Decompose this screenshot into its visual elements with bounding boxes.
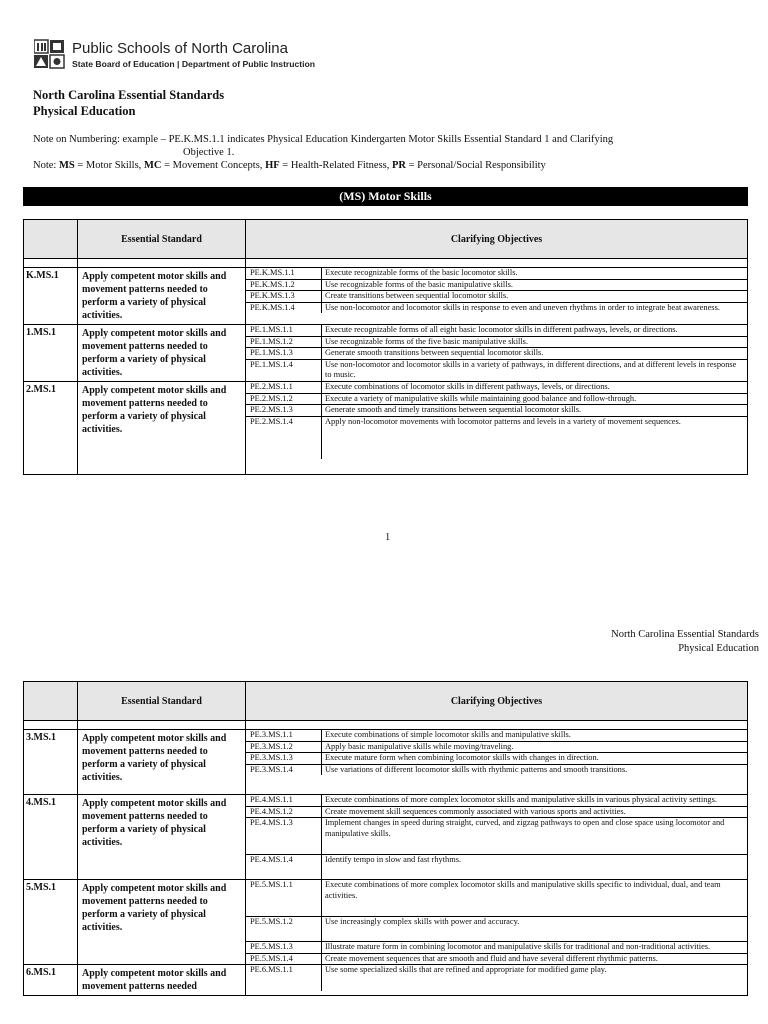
objective-code: PE.K.MS.1.2 xyxy=(246,279,322,291)
abbr-hf: HF xyxy=(265,160,280,171)
objective-row xyxy=(246,291,747,303)
standard-code: 5.MS.1 xyxy=(24,880,78,965)
nc-dpi-logo-icon xyxy=(34,38,66,70)
doc-title-line-2: Physical Education xyxy=(33,104,136,118)
org-name: Public Schools of North Carolina xyxy=(72,40,288,57)
essential-standard-text: Apply competent motor skills and movement patterns needed to perform a variety of physical activities. xyxy=(78,880,246,965)
objective-text: Generate smooth transitions between sequential locomotor skills. xyxy=(322,348,748,360)
objective-code: PE.5.MS.1.2 xyxy=(246,917,322,942)
objective-row xyxy=(246,764,747,775)
objective-text: Execute combinations of locomotor skills in different pathways, levels, or directions. xyxy=(322,382,748,393)
document-title xyxy=(33,87,224,119)
objective-code: PE.3.MS.1.3 xyxy=(246,753,322,765)
running-head xyxy=(611,628,759,656)
objective-code: PE.K.MS.1.4 xyxy=(246,302,322,313)
objective-row xyxy=(246,325,747,336)
standard-code: K.MS.1 xyxy=(24,268,78,325)
objective-code: PE.3.MS.1.1 xyxy=(246,730,322,741)
header-clarifying-objectives: Clarifying Objectives xyxy=(246,682,748,721)
objectives-cell xyxy=(246,382,748,475)
objectives-cell xyxy=(246,965,748,996)
objective-row xyxy=(246,405,747,417)
objective-text: Execute mature form when combining locomotor skills with changes in direction. xyxy=(322,753,748,765)
org-subtitle: State Board of Education | Department of Public Instruction xyxy=(72,59,316,69)
objective-row xyxy=(246,953,747,964)
header-essential-standard: Essential Standard xyxy=(78,682,246,721)
essential-standard-text: Apply competent motor skills and movement patterns needed to perform a variety of physical activities. xyxy=(78,730,246,795)
objective-code: PE.1.MS.1.1 xyxy=(246,325,322,336)
objective-row xyxy=(246,279,747,291)
table-row xyxy=(24,795,748,880)
objective-code: PE.1.MS.1.4 xyxy=(246,359,322,381)
objective-text: Create transitions between sequential locomotor skills. xyxy=(322,291,748,303)
objective-text: Apply non-locomotor movements with locomotor patterns and levels in a variety of movement sequences. xyxy=(325,416,681,426)
header-code-cell xyxy=(24,220,78,259)
objective-text: Use recognizable forms of the basic manipulative skills. xyxy=(322,279,748,291)
objectives-cell xyxy=(246,880,748,965)
objective-text: Execute combinations of more complex locomotor skills and manipulative skills in various physical activity settings. xyxy=(322,795,748,806)
table-row xyxy=(24,268,748,325)
objective-code: PE.2.MS.1.3 xyxy=(246,405,322,417)
objective-text: Identify tempo in slow and fast rhythms. xyxy=(325,855,462,864)
note-numbering-line-1: Note on Numbering: example – PE.K.MS.1.1 indicates Physical Education Kindergarten Motor Skills Essential Standard 1 and Clarifying xyxy=(33,134,614,145)
objective-code: PE.5.MS.1.3 xyxy=(246,942,322,954)
objective-row xyxy=(246,382,747,393)
standard-code: 1.MS.1 xyxy=(24,325,78,382)
note-numbering-line-2: Objective 1. xyxy=(183,147,235,158)
essential-standard-text: Apply competent motor skills and movement patterns needed to perform a variety of physical activities. xyxy=(78,382,246,475)
objective-row xyxy=(246,336,747,348)
objective-row xyxy=(246,268,747,279)
table-row xyxy=(24,965,748,996)
objective-text: Implement changes in speed during straight, curved, and zigzag pathways to open and close space using locomotor and manipulative skills. xyxy=(322,818,748,855)
objective-row xyxy=(246,795,747,806)
table-header-row xyxy=(24,682,748,721)
objective-text: Create movement sequences that are smooth and fluid and have several different rhythmic patterns. xyxy=(325,953,658,963)
note-abbreviations xyxy=(33,160,546,171)
standards-table-page-2 xyxy=(23,681,748,996)
objective-row xyxy=(246,942,747,954)
objective-text: Use recognizable forms of the five basic manipulative skills. xyxy=(322,336,748,348)
spacer-row xyxy=(24,259,748,268)
table-header-row xyxy=(24,220,748,259)
objective-code: PE.K.MS.1.3 xyxy=(246,291,322,303)
objective-code: PE.3.MS.1.4 xyxy=(246,764,322,775)
objective-code: PE.5.MS.1.1 xyxy=(246,880,322,917)
header-clarifying-objectives: Clarifying Objectives xyxy=(246,220,748,259)
objectives-cell xyxy=(246,325,748,382)
objective-code: PE.4.MS.1.2 xyxy=(246,806,322,818)
spacer-row xyxy=(24,721,748,730)
dpi-logo xyxy=(34,38,324,72)
objective-row xyxy=(246,348,747,360)
objective-code: PE.4.MS.1.3 xyxy=(246,818,322,855)
abbr-ms: MS xyxy=(58,160,75,171)
abbr-pr: PR xyxy=(392,160,407,171)
table-row xyxy=(24,382,748,475)
objective-text: Execute combinations of simple locomotor skills and manipulative skills. xyxy=(322,730,748,741)
objective-code: PE.4.MS.1.4 xyxy=(246,855,322,880)
objective-row xyxy=(246,917,747,942)
standard-code: 6.MS.1 xyxy=(24,965,78,996)
objective-code: PE.3.MS.1.2 xyxy=(246,741,322,753)
abbr-ms-text: = Motor Skills, xyxy=(74,160,144,171)
objective-text: Use variations of different locomotor skills with rhythmic patterns and smooth transitions. xyxy=(325,764,628,774)
abbr-hf-text: = Health-Related Fitness, xyxy=(279,160,393,171)
standard-code: 2.MS.1 xyxy=(24,382,78,475)
objective-code: PE.6.MS.1.1 xyxy=(246,965,322,991)
table-row xyxy=(24,880,748,965)
header-essential-standard: Essential Standard xyxy=(78,220,246,259)
objective-row xyxy=(246,416,747,459)
objective-code: PE.2.MS.1.2 xyxy=(246,393,322,405)
note-numbering xyxy=(33,133,733,159)
objective-text: Use some specialized skills that are refined and appropriate for modified game play. xyxy=(325,965,607,974)
objective-code: PE.1.MS.1.3 xyxy=(246,348,322,360)
objective-row xyxy=(246,806,747,818)
objective-row xyxy=(246,855,747,880)
abbr-pr-text: = Personal/Social Responsibility xyxy=(406,160,546,171)
objective-row xyxy=(246,753,747,765)
objectives-list xyxy=(246,382,747,459)
objective-row xyxy=(246,302,747,313)
essential-standard-text: Apply competent motor skills and movement patterns needed to perform a variety of physical activities. xyxy=(78,268,246,325)
objectives-cell xyxy=(246,730,748,795)
objective-row xyxy=(246,818,747,855)
objective-text: Use non-locomotor and locomotor skills in response to even and uneven rhythms in order to integrate beat awareness. xyxy=(325,302,720,312)
essential-standard-text: Apply competent motor skills and movement patterns needed to perform a variety of physical activities. xyxy=(78,325,246,382)
standards-table-page-1 xyxy=(23,219,748,475)
objective-row xyxy=(246,393,747,405)
objective-code: PE.K.MS.1.1 xyxy=(246,268,322,279)
objective-row xyxy=(246,741,747,753)
objective-code: PE.2.MS.1.1 xyxy=(246,382,322,393)
objective-text: Illustrate mature form in combining locomotor and manipulative skills for traditional and non-traditional activities. xyxy=(322,942,748,954)
abbr-mc-text: = Movement Concepts, xyxy=(161,160,266,171)
objective-row xyxy=(246,965,747,991)
objective-code: PE.4.MS.1.1 xyxy=(246,795,322,806)
section-banner: (MS) Motor Skills xyxy=(23,187,748,206)
objective-text: Execute a variety of manipulative skills while maintaining good balance and follow-through. xyxy=(322,393,748,405)
header-code-cell xyxy=(24,682,78,721)
objective-text: Apply basic manipulative skills while moving/traveling. xyxy=(322,741,748,753)
objectives-list xyxy=(246,730,747,775)
objective-text: Execute combinations of more complex locomotor skills and manipulative skills specific to individual, dual, and team activities. xyxy=(322,880,748,917)
objective-code: PE.5.MS.1.4 xyxy=(246,953,322,964)
objectives-cell xyxy=(246,795,748,880)
objective-row xyxy=(246,880,747,917)
objective-text: Execute recognizable forms of the basic locomotor skills. xyxy=(322,268,748,279)
running-head-line-1: North Carolina Essential Standards xyxy=(611,629,759,640)
table-row xyxy=(24,730,748,795)
objective-row xyxy=(246,359,747,381)
essential-standard-text: Apply competent motor skills and movement patterns needed xyxy=(78,965,246,996)
objectives-list xyxy=(246,795,747,879)
doc-title-line-1: North Carolina Essential Standards xyxy=(33,88,225,102)
table-row xyxy=(24,325,748,382)
objective-row xyxy=(246,730,747,741)
page-number: 1 xyxy=(385,532,391,543)
objective-text: Create movement skill sequences commonly associated with various sports and activities. xyxy=(322,806,748,818)
objectives-list xyxy=(246,268,747,313)
objective-text: Generate smooth and timely transitions between sequential locomotor skills. xyxy=(322,405,748,417)
abbr-mc: MC xyxy=(143,160,162,171)
objective-text: Use non-locomotor and locomotor skills in a variety of pathways, in different directions, and at different levels in response to music. xyxy=(325,359,737,379)
objective-text: Execute recognizable forms of all eight basic locomotor skills in different pathways, levels, or directions. xyxy=(322,325,748,336)
essential-standard-text: Apply competent motor skills and movement patterns needed to perform a variety of physical activities. xyxy=(78,795,246,880)
standard-code: 4.MS.1 xyxy=(24,795,78,880)
objectives-cell xyxy=(246,268,748,325)
objective-code: PE.2.MS.1.4 xyxy=(246,416,322,459)
objectives-list xyxy=(246,965,747,991)
objective-text: Use increasingly complex skills with power and accuracy. xyxy=(322,917,748,942)
note-prefix: Note: xyxy=(33,160,59,171)
standard-code: 3.MS.1 xyxy=(24,730,78,795)
running-head-line-2: Physical Education xyxy=(678,643,759,654)
objectives-list xyxy=(246,880,747,964)
objective-code: PE.1.MS.1.2 xyxy=(246,336,322,348)
objectives-list xyxy=(246,325,747,381)
